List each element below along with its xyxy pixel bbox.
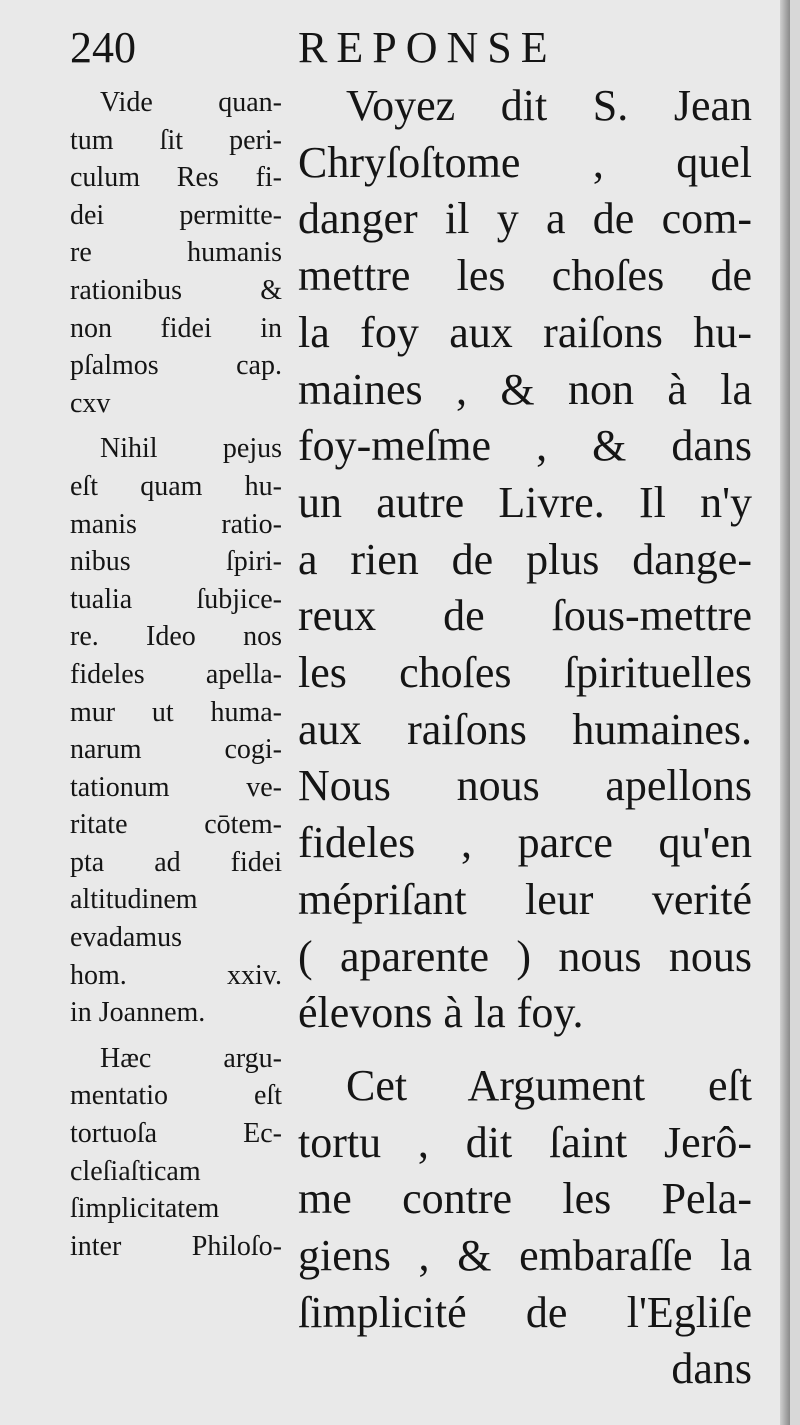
marginal-line: altitudinem: [70, 884, 198, 916]
marginal-line: evadamus: [70, 922, 182, 954]
marginal-line: culum Res fi-: [70, 162, 282, 194]
text-line: la foy aux raiſons hu-: [298, 307, 752, 357]
marginal-line: pſalmos cap.: [70, 350, 282, 382]
marginal-line: tum ſit peri-: [70, 124, 282, 156]
text-line: mépriſant leur verité: [298, 874, 752, 924]
marginal-line: in Joannem.: [70, 997, 206, 1029]
text-line: les choſes ſpirituelles: [298, 648, 752, 698]
marginal-line: pta ad fidei: [70, 846, 282, 878]
marginal-line: dei permitte-: [70, 199, 282, 231]
text-line: Cet Argument eſt: [346, 1060, 752, 1110]
running-head: REPONSE: [298, 23, 557, 72]
marginal-line: ſimplicitatem: [70, 1193, 220, 1225]
text-line: giens , & embaraſſe la: [298, 1231, 752, 1281]
marginal-line: re humanis: [70, 237, 282, 269]
text-line: aux raiſons humaines.: [298, 704, 752, 754]
marginal-line: mentatio eſt: [70, 1080, 282, 1112]
marginal-line: fideles apella-: [70, 658, 282, 690]
text-line: danger il y a de com-: [298, 194, 752, 244]
marginal-line: eſt quam hu-: [70, 470, 282, 502]
marginal-line: manis ratio-: [70, 508, 282, 540]
marginal-line: non fidei in: [70, 312, 282, 344]
page-gutter-shadow: [780, 0, 790, 1425]
page-number: 240: [70, 23, 136, 72]
text-line: Voyez dit S. Jean: [346, 81, 752, 130]
marginal-line: ritate cōtem-: [70, 809, 282, 841]
marginal-line: hom. xxiv.: [70, 959, 282, 991]
marginal-line: Nihil pejus: [100, 433, 282, 465]
marginal-notes: [70, 84, 282, 1265]
marginal-line: cxv: [70, 387, 111, 419]
text-line: mettre les choſes de: [298, 251, 752, 301]
text-line: élevons à la foy.: [298, 988, 584, 1038]
marginal-line: cleſiaſticam: [70, 1155, 201, 1187]
catchword: dans: [671, 1344, 752, 1394]
text-line: ( aparente ) nous nous: [298, 931, 752, 981]
marginal-line: Vide quan-: [100, 87, 282, 118]
marginal-line: re. Ideo nos: [70, 621, 282, 653]
text-line: tortu , dit ſaint Jerô-: [298, 1117, 752, 1167]
text-line: me contre les Pela-: [298, 1174, 752, 1224]
marginal-line: rationibus &: [70, 274, 282, 306]
text-line: Chryſoſtome , quel: [298, 137, 752, 187]
marginal-line: tualia ſubjice-: [70, 583, 282, 615]
marginal-line: mur ut huma-: [70, 696, 282, 728]
text-line: un autre Livre. Il n'y: [298, 477, 752, 527]
text-line: ſimplicité de l'Egliſe: [298, 1287, 752, 1337]
main-text: [298, 78, 752, 1398]
text-line: maines , & non à la: [298, 364, 752, 414]
text-line: a rien de plus dange-: [298, 534, 752, 584]
text-line: reux de ſous-mettre: [298, 591, 752, 641]
text-line: fideles , parce qu'en: [298, 818, 752, 868]
marginal-line: nibus ſpiri-: [70, 546, 282, 578]
text-line: Nous nous apellons: [298, 761, 752, 811]
marginal-line: tationum ve-: [70, 771, 282, 803]
marginal-line: inter Philoſo-: [70, 1230, 282, 1262]
marginal-line: narum cogi-: [70, 734, 282, 766]
text-line: foy-meſme , & dans: [298, 421, 752, 471]
marginal-line: tortuoſa Ec-: [70, 1118, 282, 1150]
marginal-line: Hæc argu-: [100, 1042, 282, 1074]
